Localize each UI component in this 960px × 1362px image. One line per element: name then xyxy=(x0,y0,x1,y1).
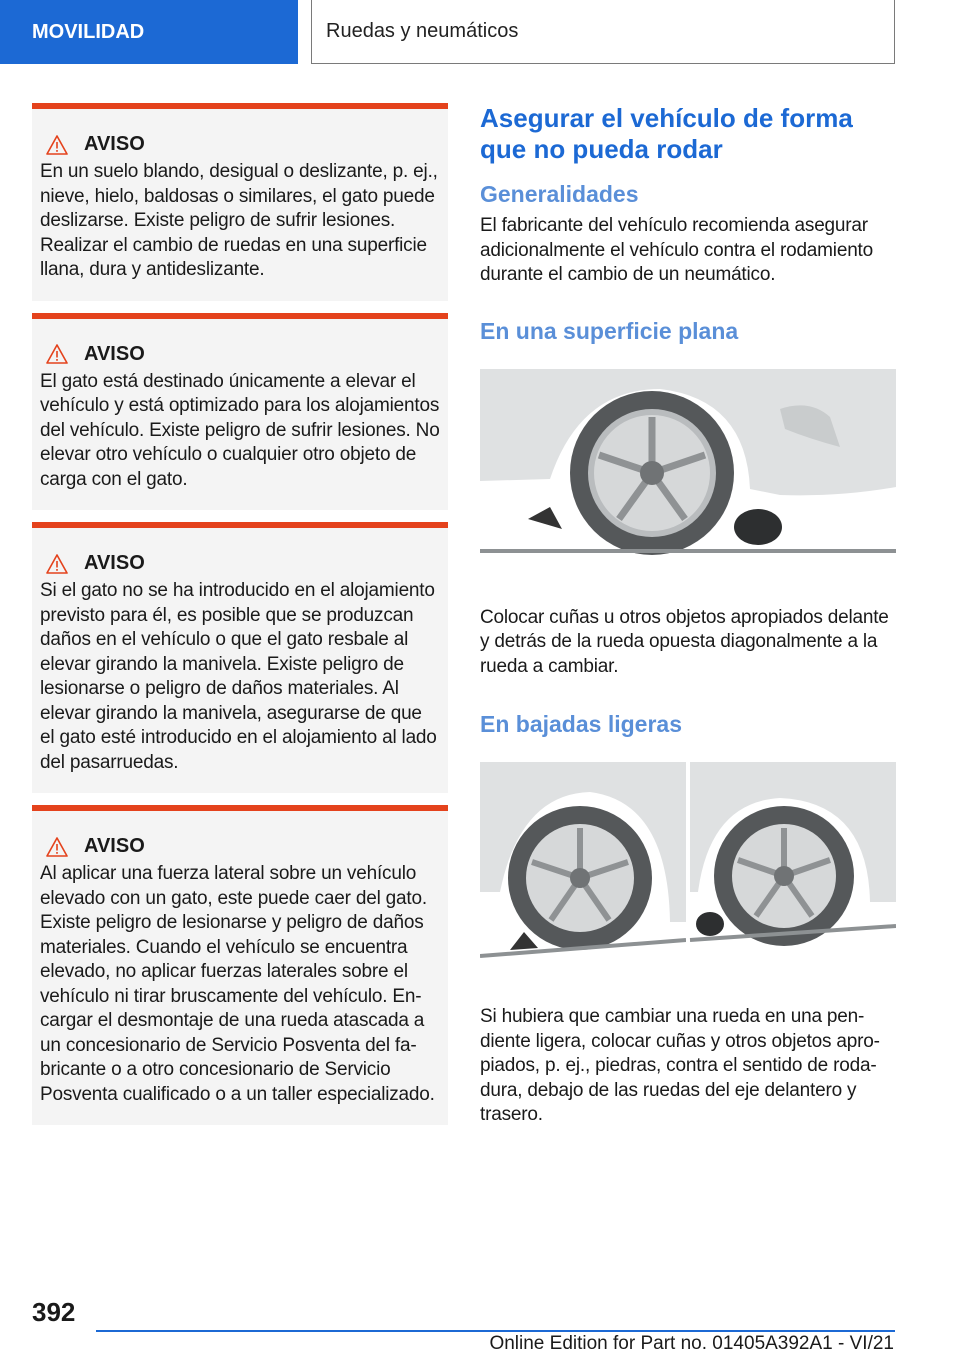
warning-triangle-icon xyxy=(46,135,68,155)
footer-edition: Online Edition for Part no. 01405A392A1 - VI/21 xyxy=(489,1333,894,1354)
warning-box xyxy=(32,522,448,793)
warning-triangle-icon xyxy=(46,837,68,857)
general-text: El fabricante del vehículo recomienda asegurar adicionalmente el vehículo contra el rodamiento durante el cambio de un neumático. xyxy=(480,215,874,285)
header-section-tab: MOVILIDAD xyxy=(0,0,298,64)
main-column xyxy=(480,103,896,1128)
warning-box xyxy=(32,103,448,301)
warning-title: AVISO xyxy=(84,342,145,365)
subheading-general: Generalidades xyxy=(480,181,639,207)
header-chapter-title: Ruedas y neumáticos xyxy=(311,0,895,64)
subheading-slope: En bajadas ligeras xyxy=(480,711,682,737)
warning-title: AVISO xyxy=(84,835,145,857)
page-number: 392 xyxy=(32,1297,76,1327)
warning-box xyxy=(32,805,448,1125)
warning-text: El gato está destinado únicamente a elevar el vehículo y está optimizado para los alojamientos del vehículo. Existe peligro de sufrir lesiones. No elevar otro vehículo o cualquier otro objeto de carga con el gato. xyxy=(40,370,440,490)
flat-surface-illustration xyxy=(480,369,896,557)
warnings-column xyxy=(32,103,448,1137)
warning-text: Si el gato no se ha introducido en el alojamiento previsto para él, es posible que se produzcan daños en el vehículo o que el gato resbale al elevar girando la manivela. Existe peligro de lesionarse o peligro de daños materiales. Al elevar girando la manivela, asegurarse de que el gato esté introducido en el alojamiento al lado del pasarruedas. xyxy=(40,580,437,773)
footer-divider xyxy=(96,1330,895,1332)
slope-illustration xyxy=(480,762,896,958)
warning-triangle-icon xyxy=(46,344,68,364)
warning-title: AVISO xyxy=(84,133,145,155)
slope-text: Si hubiera que cambiar una rueda en una pendiente ligera, colocar cuñas y otros objetos apropiados, p. ej., piedras, contra el sentido de rodadura, debajo de las ruedas del eje delantero y trasero. xyxy=(480,1006,880,1125)
flat-surface-text: Colocar cuñas u otros objetos apropiados delante y detrás de la rueda opuesta diagonalmente a la rueda a cambiar. xyxy=(480,606,889,677)
warning-text: Al aplicar una fuerza lateral sobre un vehículo elevado con un gato, este puede caer del gato. Existe peligro de lesionarse y peligro de daños materiales. Cuando el vehículo se encuentra elevado, no aplicar fuerzas laterales sobre el vehículo ni tirar bruscamente del vehículo. Encargar el desmontaje de una rueda atascada a un concesionario de Servicio Posventa del fabricante o a otro concesionario de Servicio Posventa cualificado o a un taller especializado. xyxy=(40,863,435,1105)
warning-text: En un suelo blando, desigual o deslizante, p. ej., nieve, hielo, baldosas o similares, el gato puede deslizarse. Existe peligro de sufrir lesiones. Realizar el cambio de ruedas en una superficie llana, dura y antideslizante. xyxy=(40,161,438,280)
subheading-flat-surface: En una superficie plana xyxy=(480,317,739,344)
warning-title: AVISO xyxy=(84,552,145,574)
section-title: Asegurar el vehículo de forma que no pueda rodar xyxy=(480,103,853,164)
warning-box xyxy=(32,313,448,511)
warning-triangle-icon xyxy=(46,554,68,574)
